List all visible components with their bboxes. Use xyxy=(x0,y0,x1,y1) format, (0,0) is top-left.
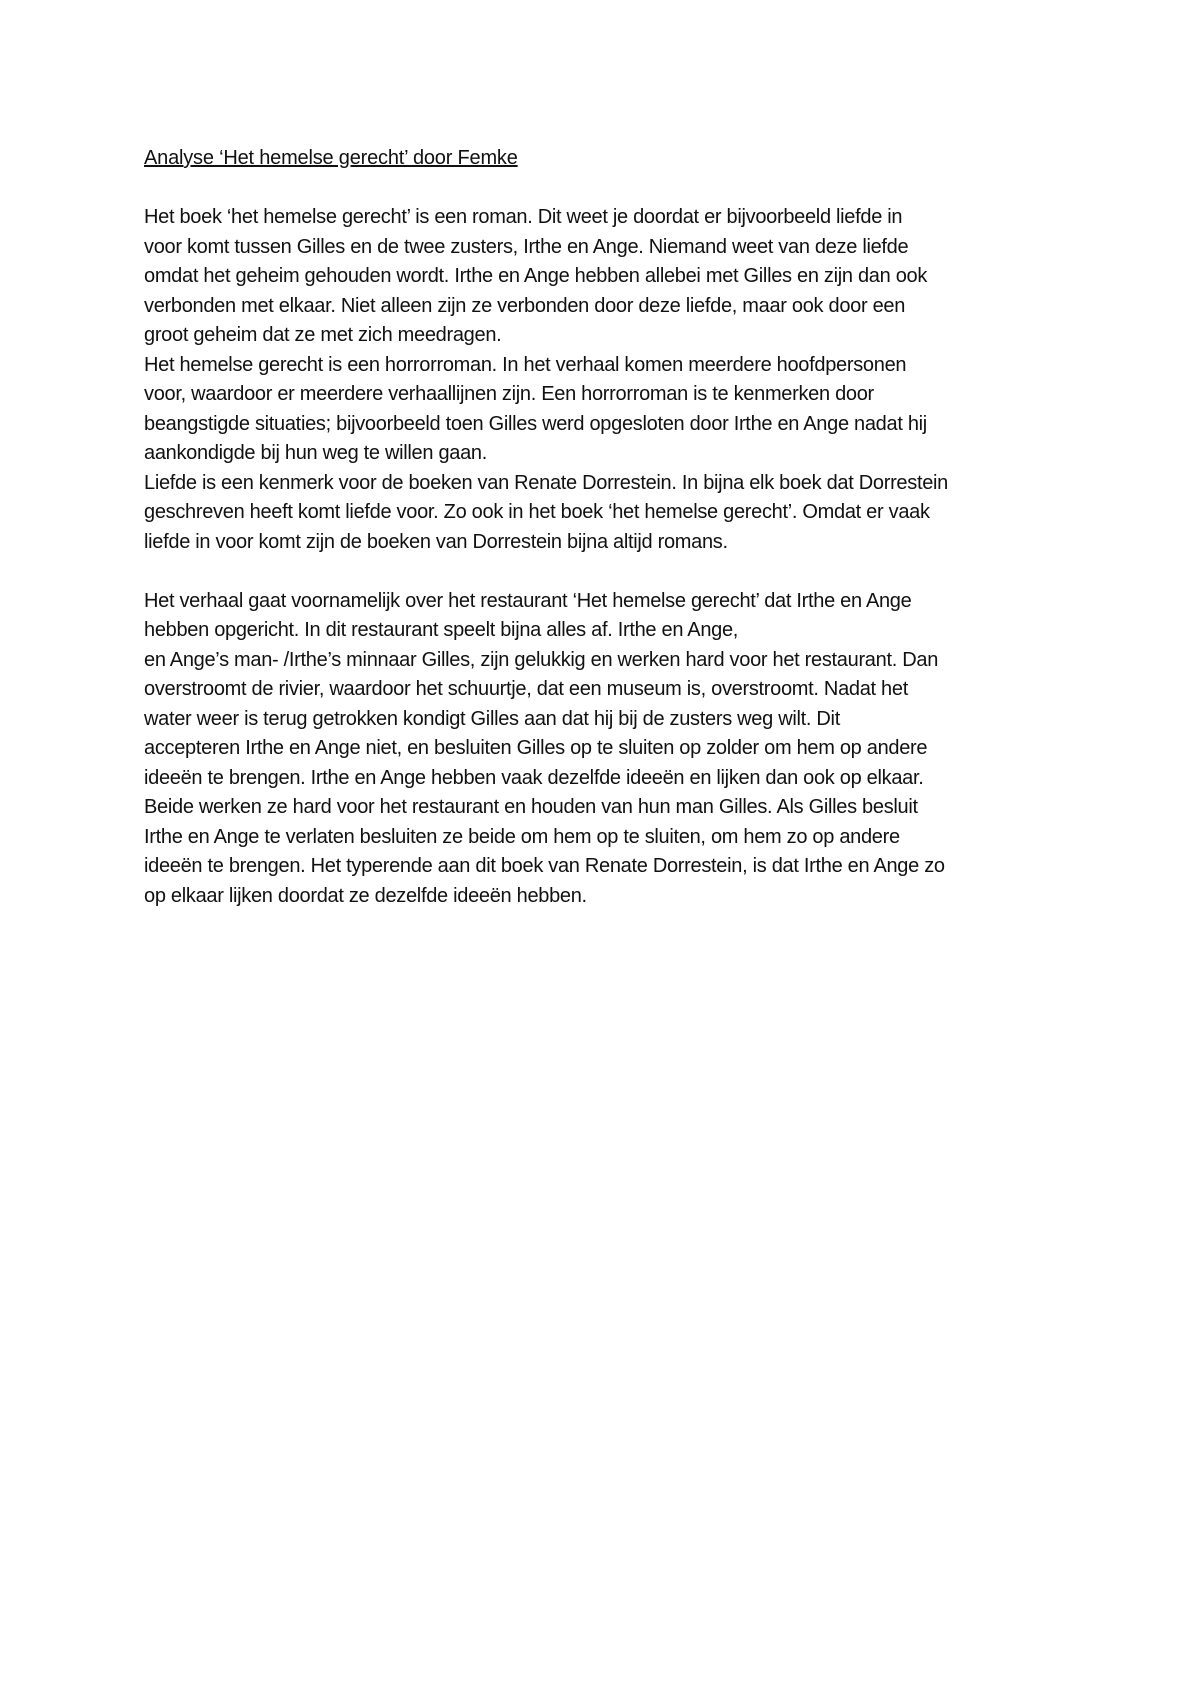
text-line: aankondigde bij hun weg te willen gaan. xyxy=(144,442,488,464)
document-body xyxy=(144,144,1064,911)
text-line: Beide werken ze hard voor het restaurant en houden van hun man Gilles. Als Gilles besluit xyxy=(144,796,918,818)
text-line: liefde in voor komt zijn de boeken van Dorrestein bijna altijd romans. xyxy=(144,530,728,553)
text-line: Het verhaal gaat voornamelijk over het restaurant ‘Het hemelse gerecht’ dat Irthe en Ange xyxy=(144,589,912,612)
text-line: ideeën te brengen. Irthe en Ange hebben vaak dezelfde ideeën en lijken dan ook op elkaar. xyxy=(144,766,924,789)
text-line: Irthe en Ange te verlaten besluiten ze beide om hem op te sluiten, om hem zo op andere xyxy=(144,825,900,848)
text-line: voor, waardoor er meerdere verhaallijnen zijn. Een horrorroman is te kenmerken door xyxy=(144,383,874,405)
text-line: en Ange’s man- /Irthe’s minnaar Gilles, zijn gelukkig en werken hard voor het restaurant. Dan xyxy=(144,648,939,671)
paragraph-author-theme xyxy=(144,469,1064,558)
paragraph-genre-horror xyxy=(144,351,1064,469)
text-line: Het hemelse gerecht is een horrorroman. In het verhaal komen meerdere hoofdpersonen xyxy=(144,353,907,376)
text-line: op elkaar lijken doordat ze dezelfde ideeën hebben. xyxy=(144,884,587,907)
text-line: accepteren Irthe en Ange niet, en besluiten Gilles op te sluiten op zolder om hem op andere xyxy=(144,737,928,759)
text-line: water weer is terug getrokken kondigt Gilles aan dat hij bij de zusters weg wilt. Dit xyxy=(144,707,840,730)
text-line: Liefde is een kenmerk voor de boeken van Renate Dorrestein. In bijna elk boek dat Dorrestein xyxy=(144,471,948,494)
text-line: geschreven heeft komt liefde voor. Zo ook in het boek ‘het hemelse gerecht’. Omdat er vaak xyxy=(144,501,930,523)
paragraph-summary xyxy=(144,587,1064,912)
text-line: verbonden met elkaar. Niet alleen zijn ze verbonden door deze liefde, maar ook door een xyxy=(144,294,906,317)
text-line: overstroomt de rivier, waardoor het schuurtje, dat een museum is, overstroomt. Nadat het xyxy=(144,678,908,700)
text-line: Het boek ‘het hemelse gerecht’ is een roman. Dit weet je doordat er bijvoorbeeld liefde in xyxy=(144,206,903,228)
text-line: hebben opgericht. In dit restaurant speelt bijna alles af. Irthe en Ange, xyxy=(144,619,739,641)
paragraph-genre-roman xyxy=(144,203,1064,351)
text-line: ideeën te brengen. Het typerende aan dit boek van Renate Dorrestein, is dat Irthe en Ange zo xyxy=(144,855,945,877)
text-line: omdat het geheim gehouden wordt. Irthe en Ange hebben allebei met Gilles en zijn dan ook xyxy=(144,265,928,287)
document-title: Analyse ‘Het hemelse gerecht’ door Femke xyxy=(144,147,518,169)
text-line: groot geheim dat ze met zich meedragen. xyxy=(144,324,502,346)
text-line: voor komt tussen Gilles en de twee zusters, Irthe en Ange. Niemand weet van deze liefde xyxy=(144,235,909,258)
text-line: beangstigde situaties; bijvoorbeeld toen Gilles werd opgesloten door Irthe en Ange nadat hij xyxy=(144,412,927,435)
paragraph-spacer xyxy=(144,557,1064,587)
